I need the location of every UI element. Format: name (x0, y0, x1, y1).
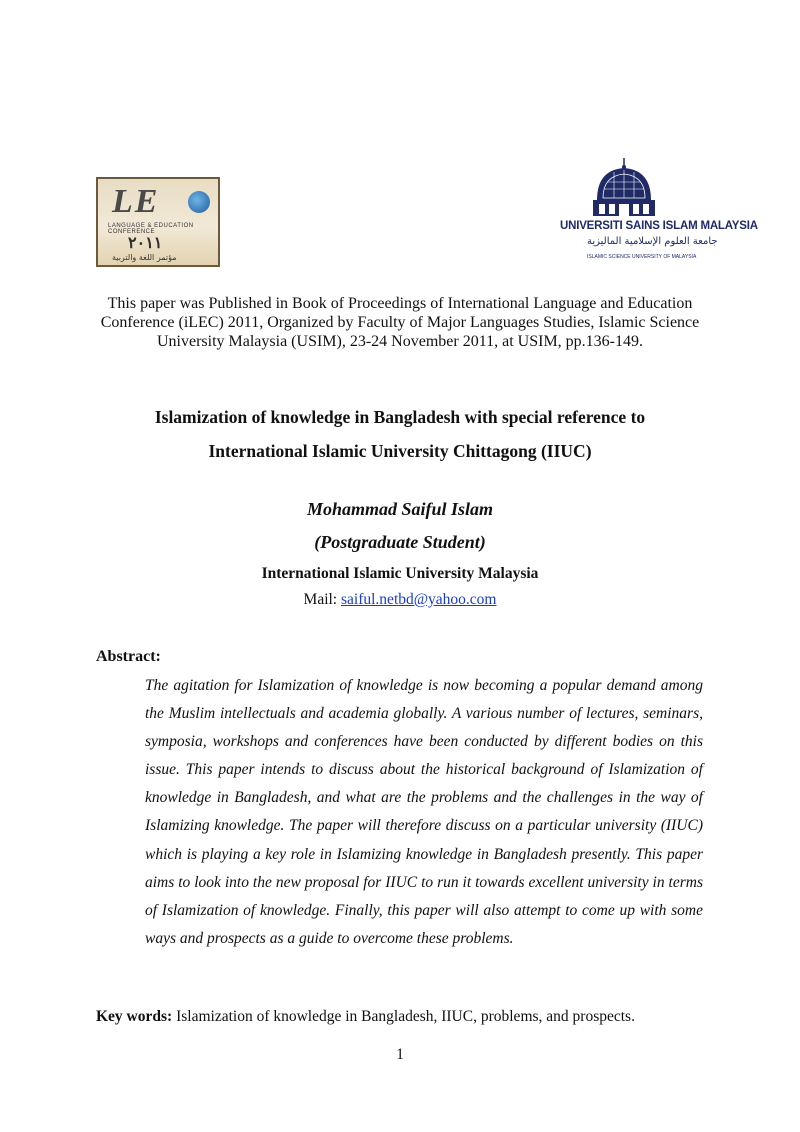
keywords-text: Islamization of knowledge in Bangladesh, IIUC, problems, and prospects. (176, 1008, 635, 1025)
leo-logo-letters: LE (112, 183, 160, 220)
paper-title-line: International Islamic University Chittagong (IIUC) (208, 441, 592, 461)
abstract-heading: Abstract: (96, 648, 161, 665)
publication-note (96, 294, 704, 351)
usim-logo (557, 158, 758, 268)
keywords-label: Key words: (96, 1008, 173, 1025)
leo-logo-arabic: مؤتمر اللغة والتربية (112, 253, 177, 262)
paper-title (96, 400, 704, 468)
author-institution: International Islamic University Malaysia (261, 565, 539, 582)
abstract-text: The agitation for Islamization of knowledge is now becoming a popular demand among the Muslim intellectuals and academia globally. A various number of lectures, seminars, symposia, workshops and conferences have been conducted by different bodies on this issue. This paper intends to discuss about the historical background of Islamization of knowledge in Bangladesh, and what are the problems and the challenges in the way of Islamizing knowledge. The paper will therefore discuss on a particular university (IIUC) which is playing a key role in Islamizing knowledge in Bangladesh presently. This paper aims to look into the new proposal for IIUC to run it towards excellent university in terms of Islamization of knowledge. Finally, this paper will also attempt to come up with some ways and prospects as a guide to overcome these problems. (145, 677, 703, 947)
leo-logo-year: ٢٠١١ (128, 235, 163, 252)
mail-label: Mail: (303, 591, 338, 608)
publication-note-line: This paper was Published in Book of Proceedings of International Language and Education (107, 295, 693, 312)
globe-icon (188, 191, 210, 213)
leo-logo-subtitle: LANGUAGE & EDUCATION CONFERENCE (108, 223, 194, 235)
email-link[interactable]: saiful.netbd@yahoo.com (341, 591, 497, 608)
publication-note-line: Conference (iLEC) 2011, Organized by Faculty of Major Languages Studies, Islamic Science (100, 314, 700, 331)
keywords (96, 1008, 635, 1026)
page-number: 1 (396, 1046, 404, 1063)
author-mail (96, 591, 704, 609)
usim-dome-emblem (557, 158, 692, 220)
leo-conference-logo (96, 177, 220, 267)
author-name: Mohammad Saiful Islam (306, 499, 494, 519)
usim-logo-subtitle: ISLAMIC SCIENCE UNIVERSITY OF MALAYSIA (587, 254, 697, 260)
usim-logo-arabic: جامعة العلوم الإسلامية الماليزية (587, 236, 718, 247)
paper-title-line: Islamization of knowledge in Bangladesh with special reference to (154, 407, 646, 427)
publication-note-line: University Malaysia (USIM), 23-24 November 2011, at USIM, pp.136-149. (156, 333, 643, 350)
usim-logo-name: UNIVERSITI SAINS ISLAM MALAYSIA (560, 220, 758, 232)
author-role: (Postgraduate Student) (314, 532, 486, 552)
